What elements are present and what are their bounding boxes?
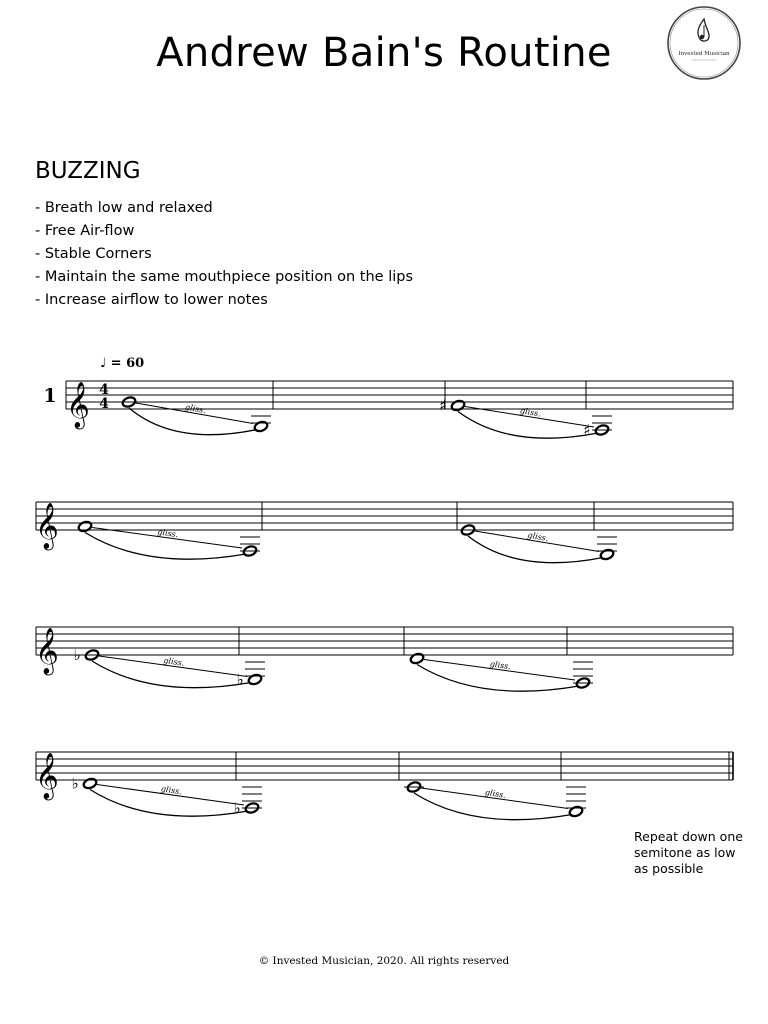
page-title: Andrew Bain's Routine (156, 30, 612, 76)
treble-clef: 𝄞 (35, 753, 59, 799)
exercise-number: 1 (43, 385, 57, 407)
gliss-label: gliss. (156, 527, 179, 540)
gliss-label: gliss. (484, 787, 507, 800)
instruction-item: - Stable Corners (35, 246, 152, 262)
whole-note (77, 520, 92, 533)
repeat-line: as possible (634, 861, 704, 876)
gliss-label: gliss. (160, 784, 183, 797)
treble-clef: 𝄞 (35, 628, 59, 674)
repeat-line: semitone as low (634, 845, 736, 860)
gliss-label: gliss. (526, 530, 550, 544)
tempo-marking: ♩ = 60 (100, 356, 145, 371)
gliss-label: gliss. (184, 402, 207, 416)
whole-note (599, 548, 614, 561)
staff-system (35, 502, 733, 563)
flat-sign: ♭ (71, 774, 79, 793)
staff-system (35, 627, 733, 691)
sharp-sign: ♯ (583, 421, 591, 439)
time-signature-top: 4 (99, 382, 109, 398)
flat-sign: ♭ (73, 646, 81, 664)
whole-note (247, 673, 262, 686)
treble-clef: 𝄞 (66, 382, 90, 428)
repeat-instruction (634, 829, 754, 877)
whole-note (409, 652, 424, 665)
treble-clef: 𝄞 (35, 503, 59, 549)
instruction-item: - Breath low and relaxed (35, 200, 213, 216)
gliss-label: gliss. (519, 406, 542, 419)
sharp-sign: ♯ (439, 396, 447, 415)
logo-text: Invested Musician (678, 51, 730, 57)
whole-note (450, 399, 465, 412)
flat-sign: ♭ (233, 799, 241, 817)
whole-note (253, 420, 268, 433)
instruction-item: - Increase airflow to lower notes (35, 292, 268, 308)
whole-note (568, 805, 583, 818)
repeat-line: Repeat down one (634, 829, 743, 844)
gliss-label: gliss. (162, 655, 185, 668)
section-heading: BUZZING (35, 158, 141, 184)
staff-system (35, 752, 733, 820)
flat-sign: ♭ (236, 670, 244, 689)
staff-system (43, 356, 733, 439)
instruction-item: - Free Air-flow (35, 223, 135, 239)
copyright-footer: © Invested Musician, 2020. All rights reserved (258, 955, 510, 967)
whole-note (82, 777, 97, 790)
gliss-label: gliss. (489, 659, 512, 672)
time-signature-bottom: 4 (99, 396, 109, 412)
instruction-item: - Maintain the same mouthpiece position on the lips (35, 269, 414, 285)
